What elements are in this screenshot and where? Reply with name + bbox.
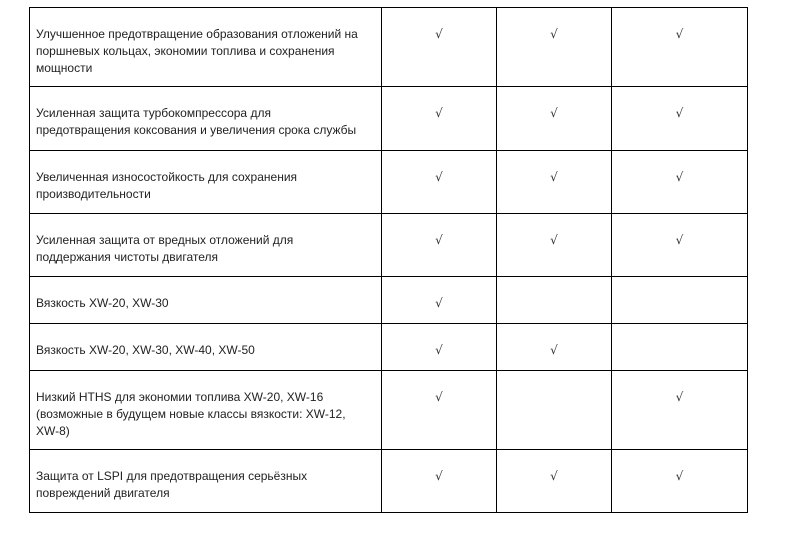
check-mark-icon: √ <box>435 106 443 120</box>
check-cell <box>382 214 497 277</box>
check-mark-icon: √ <box>675 469 684 483</box>
check-mark-icon: √ <box>435 343 443 357</box>
feature-description: Усиленная защита от вредных отложений для поддержания чистоты двигателя <box>36 233 294 264</box>
feature-description: Защита от LSPI для предотвращения серьёзных повреждений двигателя <box>36 469 308 500</box>
check-cell <box>382 277 497 324</box>
check-cell <box>497 87 612 151</box>
check-cell <box>612 324 748 371</box>
table-row <box>30 151 748 214</box>
feature-description: Улучшенное предотвращение образования отложений на поршневых кольцах, экономии топлива и сохранения мощности <box>36 27 358 75</box>
check-mark-icon: √ <box>550 27 558 41</box>
table-row <box>30 214 748 277</box>
table-row <box>30 8 748 87</box>
check-mark-icon: √ <box>675 233 684 247</box>
check-cell <box>382 87 497 151</box>
feature-description-cell <box>30 151 382 214</box>
check-mark-icon: √ <box>550 106 558 120</box>
table-row <box>30 450 748 513</box>
check-mark-icon: √ <box>550 343 558 357</box>
check-mark-icon: √ <box>675 106 684 120</box>
check-mark-icon: √ <box>435 170 443 184</box>
feature-description-cell <box>30 450 382 513</box>
feature-description-cell <box>30 371 382 450</box>
check-mark-icon: √ <box>435 390 443 404</box>
check-mark-icon: √ <box>550 233 558 247</box>
check-cell <box>497 151 612 214</box>
feature-description: Усиленная защита турбокомпрессора для предотвращения коксования и увеличения срока службы <box>36 106 357 137</box>
check-mark-icon: √ <box>435 296 443 310</box>
feature-comparison-table <box>29 7 748 513</box>
feature-description-cell <box>30 87 382 151</box>
check-cell <box>497 214 612 277</box>
check-cell <box>382 450 497 513</box>
feature-description-cell <box>30 8 382 87</box>
check-cell <box>612 87 748 151</box>
feature-description-cell <box>30 324 382 371</box>
check-mark-icon: √ <box>675 390 684 404</box>
feature-description: Вязкость XW-20, XW-30, XW-40, XW-50 <box>36 343 255 357</box>
check-cell <box>497 371 612 450</box>
check-mark-icon: √ <box>550 170 558 184</box>
check-cell <box>612 151 748 214</box>
check-mark-icon: √ <box>550 469 558 483</box>
check-cell <box>612 371 748 450</box>
check-cell <box>612 214 748 277</box>
check-cell <box>612 277 748 324</box>
feature-description-cell <box>30 277 382 324</box>
check-mark-icon: √ <box>675 170 684 184</box>
check-mark-icon: √ <box>435 27 443 41</box>
table-row <box>30 277 748 324</box>
check-cell <box>382 8 497 87</box>
table-row <box>30 371 748 450</box>
feature-description: Низкий HTHS для экономии топлива XW-20, XW-16 (возможные в будущем новые классы вязкости: XW-12, XW-8) <box>36 390 346 438</box>
check-cell <box>497 324 612 371</box>
check-cell <box>497 277 612 324</box>
table-row <box>30 324 748 371</box>
feature-description: Вязкость XW-20, XW-30 <box>36 296 169 310</box>
feature-description-cell <box>30 214 382 277</box>
check-cell <box>382 371 497 450</box>
check-mark-icon: √ <box>435 233 443 247</box>
check-cell <box>497 450 612 513</box>
check-mark-icon: √ <box>435 469 443 483</box>
table-row <box>30 87 748 151</box>
check-cell <box>612 8 748 87</box>
check-cell <box>382 151 497 214</box>
check-cell <box>497 8 612 87</box>
check-cell <box>612 450 748 513</box>
check-mark-icon: √ <box>675 27 684 41</box>
feature-description: Увеличенная износостойкость для сохранения производительности <box>36 170 298 201</box>
check-cell <box>382 324 497 371</box>
